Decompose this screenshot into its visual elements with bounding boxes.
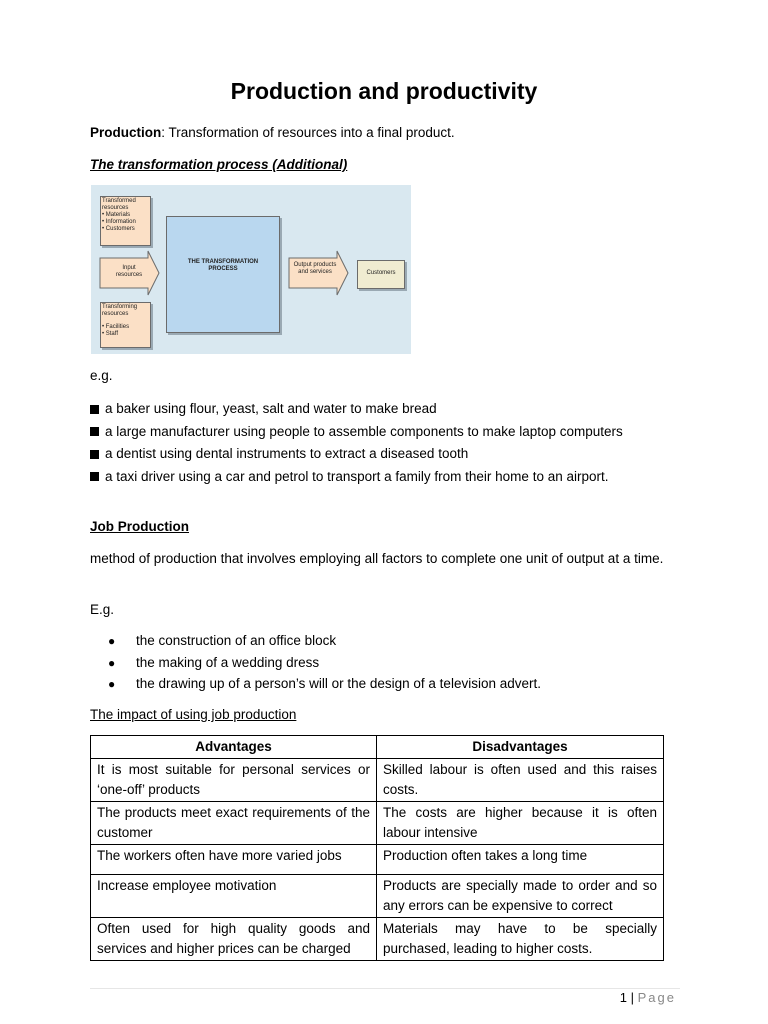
footer-separator: | bbox=[627, 990, 638, 1005]
transformed-item: • Information bbox=[102, 219, 136, 225]
transforming-item: • Staff bbox=[102, 331, 118, 337]
advantages-header: Advantages bbox=[91, 736, 377, 759]
table-row bbox=[91, 802, 664, 845]
list-item: a baker using flour, yeast, salt and water to make bread bbox=[90, 398, 623, 421]
table-cell: Products are specially made to order and so any errors can be expensive to correct bbox=[377, 875, 664, 918]
customers-label: Customers bbox=[366, 270, 396, 276]
list-item: ● the drawing up of a person’s will or the design of a television advert. bbox=[108, 673, 541, 695]
customers-box bbox=[357, 260, 405, 289]
page-word: Page bbox=[637, 990, 676, 1005]
eg-label: e.g. bbox=[90, 368, 113, 383]
table-row bbox=[91, 759, 664, 802]
core-label: THE TRANSFORMATION PROCESS bbox=[187, 259, 259, 272]
square-bullet-icon bbox=[90, 472, 99, 481]
transformation-diagram bbox=[91, 185, 411, 354]
transforming-resources-box bbox=[100, 302, 151, 348]
job-examples-list bbox=[108, 630, 541, 695]
table-row bbox=[91, 875, 664, 918]
output-label: Output products and services bbox=[293, 262, 337, 275]
page-footer bbox=[620, 990, 676, 1005]
transformed-item: • Materials bbox=[102, 212, 131, 218]
table-cell: Materials may have to be specially purchased, leading to higher costs. bbox=[377, 918, 664, 961]
impact-heading: The impact of using job production bbox=[90, 707, 297, 722]
table-cell: Increase employee motivation bbox=[91, 875, 377, 918]
job-production-heading: Job Production bbox=[90, 519, 189, 534]
table-cell: It is most suitable for personal services or ‘one-off’ products bbox=[91, 759, 377, 802]
transformed-title: Transformed resources bbox=[102, 198, 136, 211]
table-cell: The costs are higher because it is often labour intensive bbox=[377, 802, 664, 845]
production-definition bbox=[90, 123, 680, 142]
footer-divider bbox=[90, 988, 680, 989]
table-cell: The workers often have more varied jobs bbox=[91, 845, 377, 875]
transforming-item: • Facilities bbox=[102, 324, 130, 330]
table-header-row bbox=[91, 736, 664, 759]
list-item: ● the construction of an office block bbox=[108, 630, 541, 652]
eg-label: E.g. bbox=[90, 602, 115, 617]
impact-table bbox=[90, 735, 664, 961]
transformed-resources-box bbox=[100, 196, 151, 246]
table-cell: The products meet exact requirements of the customer bbox=[91, 802, 377, 845]
transforming-title: Transforming resources bbox=[102, 304, 138, 317]
table-cell: Skilled labour is often used and this raises costs. bbox=[377, 759, 664, 802]
disadvantages-header: Disadvantages bbox=[377, 736, 664, 759]
table-row bbox=[91, 845, 664, 875]
square-bullet-icon bbox=[90, 427, 99, 436]
transformation-heading: The transformation process (Additional) bbox=[90, 157, 348, 172]
square-bullet-icon bbox=[90, 450, 99, 459]
production-examples-list bbox=[90, 398, 623, 488]
list-item: a large manufacturer using people to assemble components to make laptop computers bbox=[90, 421, 623, 444]
list-item: a dentist using dental instruments to extract a diseased tooth bbox=[90, 443, 623, 466]
list-item: ● the making of a wedding dress bbox=[108, 652, 541, 674]
list-item: a taxi driver using a car and petrol to transport a family from their home to an airport. bbox=[90, 466, 623, 489]
table-cell: Production often takes a long time bbox=[377, 845, 664, 875]
transformation-core-box bbox=[166, 216, 280, 333]
transformed-item: • Customers bbox=[102, 226, 135, 232]
page-number: 1 bbox=[619, 990, 628, 1005]
bullet-icon: ● bbox=[108, 655, 116, 670]
production-text: : Transformation of resources into a final product. bbox=[161, 125, 455, 140]
bullet-icon: ● bbox=[108, 677, 116, 691]
bullet-icon: ● bbox=[108, 634, 116, 648]
table-cell: Often used for high quality goods and services and higher prices can be charged bbox=[91, 918, 377, 961]
page-title: Production and productivity bbox=[230, 78, 538, 104]
production-term: Production bbox=[90, 125, 162, 140]
input-label: Input resources bbox=[115, 265, 143, 278]
square-bullet-icon bbox=[90, 405, 99, 414]
job-production-definition: method of production that involves employing all factors to complete one unit of output at a time. bbox=[90, 551, 664, 566]
table-row bbox=[91, 918, 664, 961]
